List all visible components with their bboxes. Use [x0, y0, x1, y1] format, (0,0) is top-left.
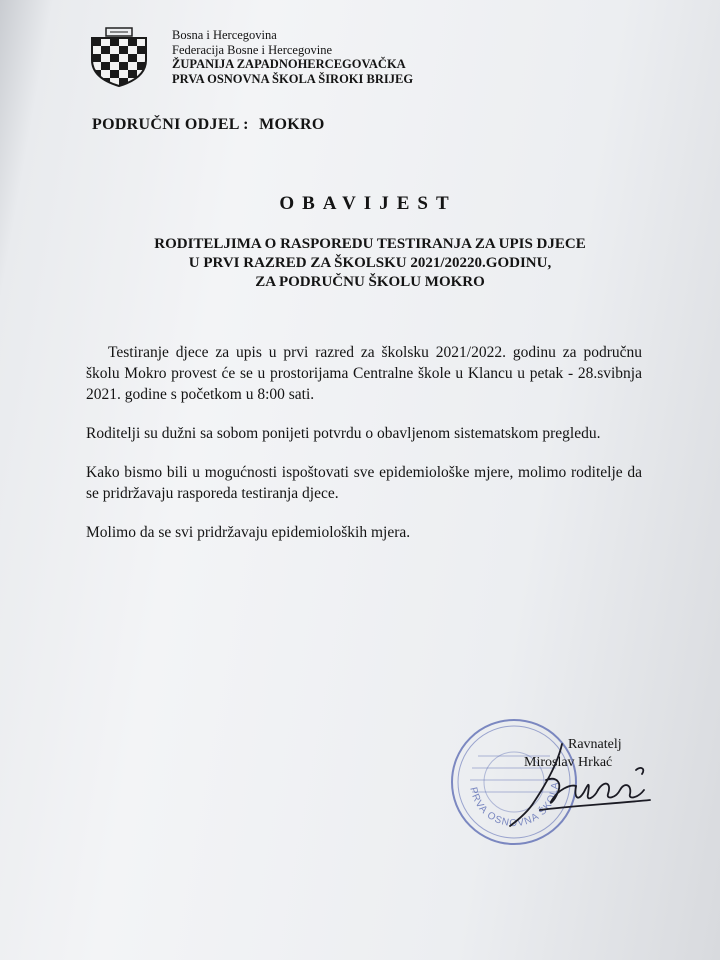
signatory-role: Ravnatelj: [568, 737, 622, 752]
header-canton: ŽUPANIJA ZAPADNOHERCEGOVAČKA: [172, 57, 406, 71]
body-paragraph: Molimo da se svi pridržavaju epidemioloških mjera.: [86, 524, 411, 541]
department-label: PODRUČNI ODJEL :: [92, 116, 249, 133]
subtitle-line: U PRVI RAZRED ZA ŠKOLSKU 2021/20220.GODINU,: [188, 255, 552, 271]
header-school: PRVA OSNOVNA ŠKOLA ŠIROKI BRIJEG: [172, 71, 414, 86]
document-subtitle: [90, 235, 650, 292]
header-federation: Federacija Bosne i Hercegovine: [172, 42, 333, 57]
department-line: [92, 116, 325, 134]
body-paragraph: Kako bismo bili u mogućnosti ispoštovati sve epidemiološke mjere, molimo roditelje da se pridržavaju rasporeda testiranja djece.: [86, 464, 642, 502]
checkerboard-crest-icon: [84, 26, 154, 88]
stamp-text: PRVA OSNOVNA ŠKOLA: [467, 781, 562, 830]
document-title: OBAVIJEST: [279, 193, 457, 214]
handwritten-signature: [500, 740, 660, 830]
institution-header: [172, 28, 413, 86]
signatory-name: Miroslav Hrkać: [524, 755, 613, 770]
body-paragraph: Testiranje djece za upis u prvi razred za školsku 2021/2022. godinu za područnu školu Mokro provest će se u prostorijama Centralne škole u Klancu u petak - 28.svibnja 2021. godine s početkom u 8:00 sati.: [86, 344, 642, 403]
header-country: Bosna i Hercegovina: [172, 28, 277, 42]
document-body: [86, 342, 642, 561]
subtitle-line: ZA PODRUČNU ŠKOLU MOKRO: [255, 274, 485, 290]
department-value: MOKRO: [259, 116, 325, 133]
body-paragraph: Roditelji su dužni sa sobom ponijeti potvrdu o obavljenom sistematskom pregledu.: [86, 425, 601, 442]
subtitle-line: RODITELJIMA O RASPOREDU TESTIRANJA ZA UPIS DJECE: [154, 236, 586, 252]
